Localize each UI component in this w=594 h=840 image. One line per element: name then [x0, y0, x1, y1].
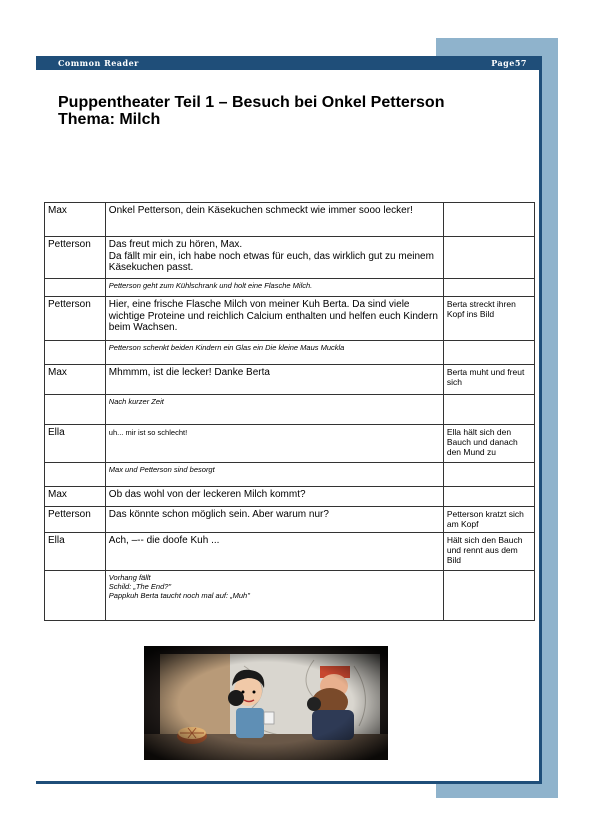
line-cell: Ach, –-- die doofe Kuh ... [105, 533, 443, 571]
direction-cell: Vorhang fällt Schild: „The End?" Pappkuh Berta taucht noch mal auf: „Muh" [105, 571, 443, 621]
table-row [45, 507, 535, 533]
header-page-number: Page57 [491, 58, 527, 68]
line-cell: Mhmmm, ist die lecker! Danke Berta [105, 365, 443, 395]
page-title [58, 94, 444, 128]
speaker-cell [45, 279, 106, 297]
table-row [45, 533, 535, 571]
speaker-cell: Max [45, 365, 106, 395]
note-cell: Ella hält sich den Bauch und danach den Mund zu [443, 425, 534, 463]
header-publication: Common Reader [58, 58, 139, 68]
table-row [45, 571, 535, 621]
note-cell: Hält sich den Bauch und rennt aus dem Bild [443, 533, 534, 571]
note-cell [443, 571, 534, 621]
note-cell [443, 487, 534, 507]
puppet-scene-illustration [144, 646, 388, 760]
speaker-cell: Petterson [45, 237, 106, 279]
table-row [45, 395, 535, 425]
direction-cell: Nach kurzer Zeit [105, 395, 443, 425]
table-row [45, 279, 535, 297]
table-row [45, 203, 535, 237]
table-row [45, 297, 535, 341]
note-cell: Berta streckt ihren Kopf ins Bild [443, 297, 534, 341]
speaker-cell [45, 341, 106, 365]
table-row [45, 487, 535, 507]
table-row [45, 425, 535, 463]
note-cell [443, 463, 534, 487]
direction-cell: Petterson geht zum Kühlschrank und holt eine Flasche Milch. [105, 279, 443, 297]
note-cell: Berta muht und freut sich [443, 365, 534, 395]
speaker-cell [45, 463, 106, 487]
header-bar [36, 56, 539, 70]
table-row [45, 237, 535, 279]
line-cell: Das könnte schon möglich sein. Aber warum nur? [105, 507, 443, 533]
note-cell: Petterson kratzt sich am Kopf [443, 507, 534, 533]
line-cell: Hier, eine frische Flasche Milch von meiner Kuh Berta. Da sind viele wichtige Proteine und reichlich Calcium enthalten und helfen euch Kindern beim Wachsen. [105, 297, 443, 341]
title-line-2: Thema: Milch [58, 111, 161, 128]
speaker-cell: Ella [45, 533, 106, 571]
line-cell: Onkel Petterson, dein Käsekuchen schmeckt wie immer sooo lecker! [105, 203, 443, 237]
line-cell: Das freut mich zu hören, Max. Da fällt mir ein, ich habe noch etwas für euch, das wirklich gut zu meinem Käsekuchen passt. [105, 237, 443, 279]
direction-cell: Max und Petterson sind besorgt [105, 463, 443, 487]
speaker-cell: Max [45, 487, 106, 507]
speaker-cell [45, 571, 106, 621]
table-row [45, 341, 535, 365]
note-cell [443, 237, 534, 279]
document-page [36, 56, 542, 784]
table-row [45, 365, 535, 395]
line-cell: Ob das wohl von der leckeren Milch kommt? [105, 487, 443, 507]
puppet-theater-photo [144, 646, 388, 760]
note-cell [443, 341, 534, 365]
table-row [45, 463, 535, 487]
speaker-cell: Petterson [45, 507, 106, 533]
note-cell [443, 279, 534, 297]
speaker-cell: Petterson [45, 297, 106, 341]
speaker-cell: Ella [45, 425, 106, 463]
speaker-cell [45, 395, 106, 425]
direction-cell: Petterson schenkt beiden Kindern ein Glas ein Die kleine Maus Muckla [105, 341, 443, 365]
note-cell [443, 395, 534, 425]
line-cell: uh... mir ist so schlecht! [105, 425, 443, 463]
note-cell [443, 203, 534, 237]
script-table [44, 202, 535, 621]
speaker-cell: Max [45, 203, 106, 237]
title-line-1: Puppentheater Teil 1 – Besuch bei Onkel Petterson [58, 94, 445, 111]
